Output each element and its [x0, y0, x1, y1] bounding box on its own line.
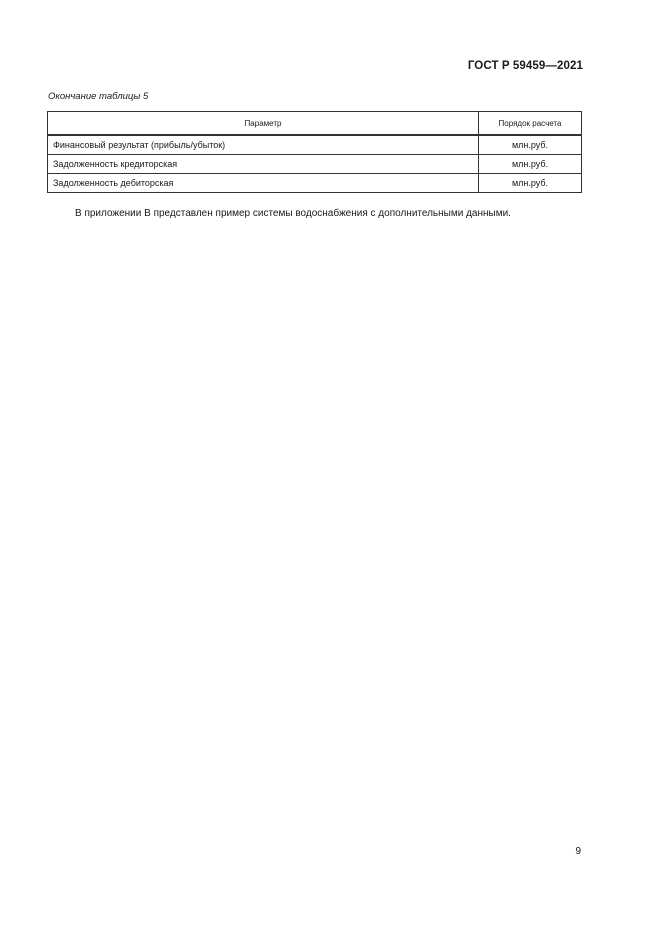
parameters-table — [47, 111, 582, 193]
table-body — [48, 135, 582, 193]
table-cell-parameter: Финансовый результат (прибыль/убыток) — [48, 135, 479, 155]
table-row — [48, 174, 582, 193]
table-cell-unit: млн.руб. — [479, 135, 582, 155]
document-code: ГОСТ Р 59459—2021 — [467, 60, 583, 72]
table-cell-parameter: Задолженность дебиторская — [48, 174, 479, 193]
body-paragraph: В приложении В представлен пример системы водоснабжения с дополнительными данными. — [75, 208, 511, 219]
table-header-row — [48, 112, 582, 136]
table-row — [48, 155, 582, 174]
table-row — [48, 135, 582, 155]
table-cell-unit: млн.руб. — [479, 174, 582, 193]
table-cell-parameter: Задолженность кредиторская — [48, 155, 479, 174]
column-header-parameter: Параметр — [48, 112, 479, 136]
table-cell-unit: млн.руб. — [479, 155, 582, 174]
table-header — [48, 112, 582, 136]
column-header-calculation-order: Порядок расчета — [479, 112, 582, 136]
page-number: 9 — [575, 846, 581, 857]
table-caption: Окончание таблицы 5 — [48, 91, 149, 102]
